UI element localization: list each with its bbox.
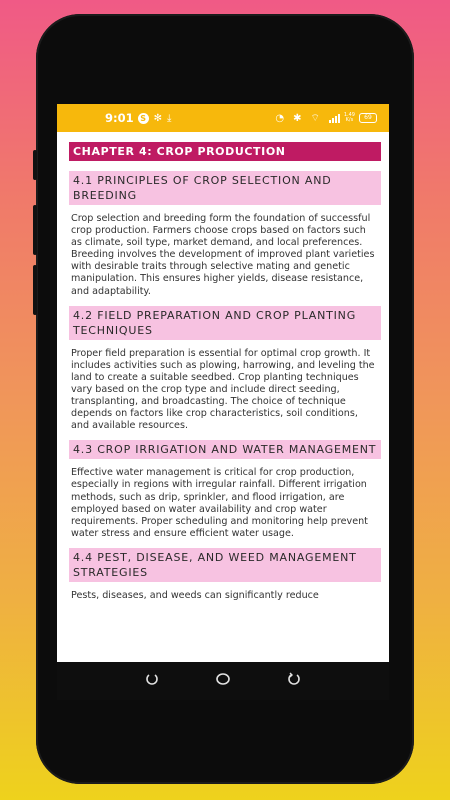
app-screen — [57, 104, 389, 700]
section-heading: 4.3 CROP IRRIGATION AND WATER MANAGEMENT — [69, 440, 381, 459]
s-app-icon: S — [138, 113, 149, 124]
home-icon[interactable] — [215, 672, 231, 690]
battery-icon — [359, 113, 377, 123]
wifi-icon: ⌔ — [310, 112, 320, 124]
chapter-content[interactable] — [57, 132, 389, 602]
recents-icon[interactable] — [287, 672, 301, 690]
back-icon[interactable] — [145, 672, 159, 690]
status-time: 9:01 — [105, 111, 134, 125]
battery-level: 69 — [364, 114, 372, 121]
network-speed-value: 1.49 — [343, 112, 355, 118]
section-heading: 4.2 FIELD PREPARATION AND CROP PLANTING TECHNIQUES — [69, 306, 381, 340]
signal-icon — [329, 114, 340, 123]
gear-notification-icon: ✻ — [153, 112, 162, 124]
section-body: Effective water management is critical for crop production, especially in regions with irregular rainfall. Different irrigation methods, such as drip, sprinkler, and flood irrigation, are employed based on water availability and crop water requirements. Proper scheduling and monitoring help prevent water stress and ensure efficient water usage. — [71, 467, 368, 539]
network-speed-unit: K/s — [345, 117, 354, 123]
section-heading: 4.4 PEST, DISEASE, AND WEED MANAGEMENT STRATEGIES — [69, 548, 381, 582]
section-heading: 4.1 PRINCIPLES OF CROP SELECTION AND BREEDING — [69, 171, 381, 205]
phone-side-button — [33, 150, 37, 180]
phone-side-button — [33, 205, 37, 255]
chapter-title: CHAPTER 4: CROP PRODUCTION — [69, 142, 381, 161]
network-speed — [344, 113, 355, 123]
section-body: Crop selection and breeding form the foundation of successful crop production. Farmers choose crops based on factors such as climate, soil type, market demand, and local preferences. Breeding involves the development of improved plant varieties with desirable traits through selective mating and genetic manipulation. This ensures higher yields, disease resistance, and adaptability. — [71, 213, 375, 297]
status-bar — [57, 104, 389, 132]
alarm-icon: ◔ — [275, 112, 285, 124]
section-body: Proper field preparation is essential for optimal crop growth. It includes activities such as plowing, harrowing, and leveling the land to create a suitable seedbed. Crop planting techniques vary based on the crop type and include direct seeding, transplanting, and broadcasting. The choice of technique depends on factors like crop characteristics, soil conditions, and available resources. — [71, 347, 375, 432]
download-notification-icon: ⤓ — [167, 112, 172, 124]
navigation-bar — [57, 662, 389, 700]
bluetooth-icon: ✱ — [293, 112, 302, 124]
section-body: Pests, diseases, and weeds can significantly reduce — [71, 589, 319, 601]
phone-side-button — [33, 265, 37, 315]
status-right — [275, 112, 377, 125]
